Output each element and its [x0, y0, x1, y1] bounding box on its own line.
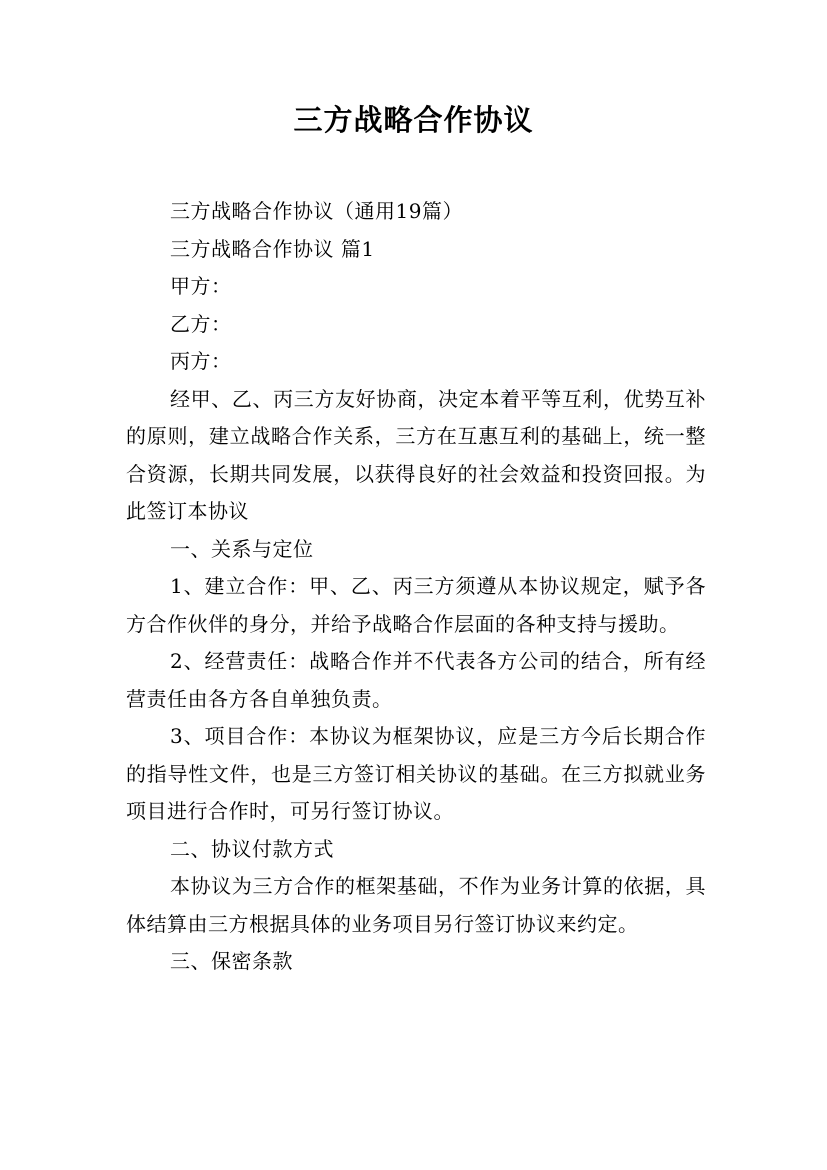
clause-project: 3、项目合作：本协议为框架协议，应是三方今后长期合作的指导性文件，也是三方签订相关协议的基础。在三方拟就业务项目进行合作时，可另行签订协议。 [126, 724, 706, 823]
party-a-line: 甲方： [170, 274, 232, 298]
heading-relationship: 一、关系与定位 [170, 536, 314, 561]
document-title: 三方战略合作协议 [293, 103, 534, 137]
section-heading-1: 三方战略合作协议 篇1 [170, 236, 375, 261]
subtitle-line: 三方战略合作协议（通用19篇） [170, 199, 463, 223]
heading-confidentiality: 三、保密条款 [170, 949, 293, 973]
intro-paragraph: 经甲、乙、丙三方友好协商，决定本着平等互利，优势互补的原则，建立战略合作关系，三方在互惠互利的基础上，统一整合资源，长期共同发展，以获得良好的社会效益和投资回报。为此签订本协议 [126, 386, 706, 523]
party-b-line: 乙方： [170, 311, 232, 336]
document-body [126, 193, 706, 981]
heading-payment: 二、协议付款方式 [170, 836, 334, 861]
clause-cooperation: 1、建立合作：甲、乙、丙三方须遵从本协议规定，赋予各方合作伙伴的身分，并给予战略合作层面的各种支持与援助。 [126, 574, 706, 636]
clause-payment: 本协议为三方合作的框架基础，不作为业务计算的依据，具体结算由三方根据具体的业务项目另行签订协议来约定。 [126, 874, 706, 936]
party-c-line: 丙方： [170, 349, 232, 373]
clause-responsibility: 2、经营责任：战略合作并不代表各方公司的结合，所有经营责任由各方各自单独负责。 [126, 649, 706, 711]
